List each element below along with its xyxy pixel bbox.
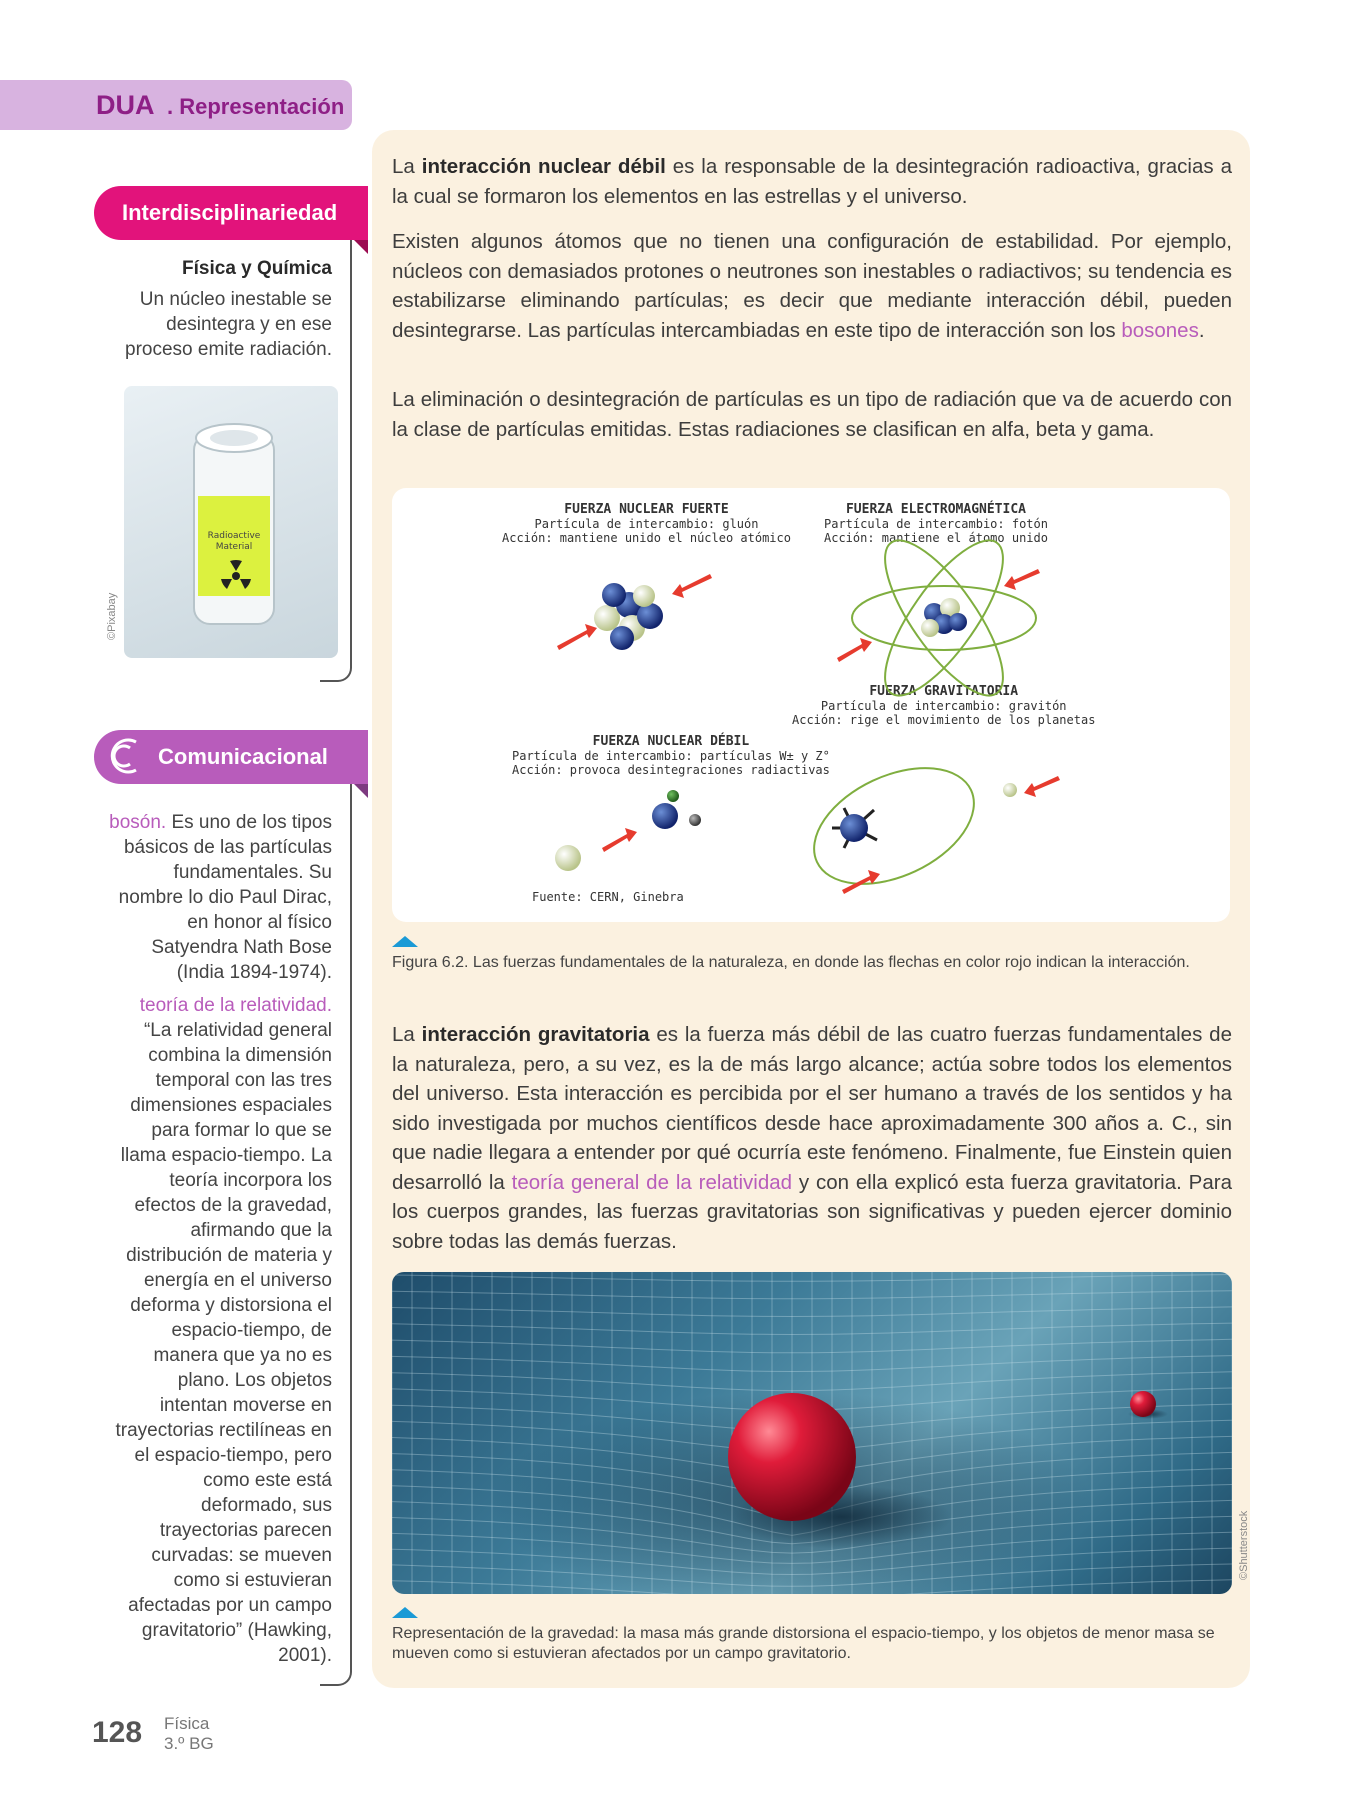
unstable-nucleus-note: Un núcleo inestable se desintegra y en ese proceso emite radiación. [125, 289, 332, 360]
strong-nucleus-icon [594, 583, 663, 650]
caption-marker-icon [392, 1607, 418, 1618]
arrow-icon [672, 574, 712, 598]
radioactive-vial-photo [124, 386, 338, 658]
dua-label: . Representación [167, 94, 345, 119]
term-weak-interaction: interacción nuclear débil [421, 155, 666, 178]
gravity-caption: Representación de la gravedad: la masa más grande distorsiona el espacio-tiempo, y los objetos de menor masa se mueven como si estuvieran afectados por un campo gravitatorio. [392, 1625, 1215, 1662]
large-mass-sphere [728, 1393, 856, 1521]
gravity-spacetime-image [392, 1272, 1232, 1594]
weak-force-label: FUERZA NUCLEAR DÉBIL Partícula de intercambio: partículas W± y Z° Acción: provoca desintegraciones radiactivas [512, 734, 830, 777]
vial-label-line-2: Material [215, 542, 253, 552]
subject-title: Física y Química [182, 258, 332, 279]
forces-illustration [392, 488, 1230, 922]
paragraph-gravitational-interaction: La interacción gravitatoria es la fuerza más débil de las cuatro fuerzas fundamentales de la naturaleza, pero, a su vez, es la de más largo alcance; actúa sobre todos los elementos del universo. Esta interacción es percibida por el ser humano a través de los sentidos y ha sido investigada por muchos científicos desde hace aproximadamente 300 años a. C., sin que nadie llegara a entender por qué ocurría este fenómeno. Finalmente, fue Einstein quien desarrolló la teoría general de la relatividad y con ella explicó esta fuerza gravitatoria. Para los cuerpos grandes, las fuerzas gravitatorias son significativas y pueden ejercer dominio sobre todas las demás fuerzas. [392, 1023, 1232, 1253]
gravitational-force-label: FUERZA GRAVITATORIA Partícula de intercambio: gravitón Acción: rige el movimiento de los planetas [792, 684, 1096, 727]
paragraph-unstable-atoms: Existen algunos átomos que no tienen una configuración de estabilidad. Por ejemplo, núcleos con demasiados protones o neutrones son inestables o radiactivos; su tendencia es estabilizarse eliminando partículas; es decir que mediante interacción débil, pueden desintegrarse. Las partículas intercambiadas en este tipo de interacción son los bosones. [392, 230, 1232, 342]
term-gravitational-interaction: interacción gravitatoria [421, 1023, 650, 1046]
link-general-relativity[interactable]: teoría general de la relatividad [511, 1170, 793, 1194]
vial-label-line-1: Radioactive [207, 531, 261, 541]
heading-fold [354, 240, 368, 254]
caption-marker-icon [392, 936, 418, 947]
gravity-photo-credit: ©Shutterstock [1238, 1510, 1250, 1580]
communication-heading: Comunicacional [94, 730, 368, 784]
paragraph-weak-interaction: La interacción nuclear débil es la responsable de la desintegración radioactiva, gracias a la cual se formaron los elementos en las estrellas y el universo. [392, 155, 1232, 208]
spacetime-grid [392, 1272, 1232, 1594]
arrow-icon [837, 638, 872, 662]
vial-photo-credit: ©Pixabay [106, 592, 118, 640]
interdisciplinary-heading: Interdisciplinariedad [94, 186, 368, 240]
small-mass-sphere [1130, 1391, 1156, 1417]
arrow-icon [557, 624, 597, 650]
relativity-definition: teoría de la relatividad. “La relatividad general combina la dimensión temporal con las tres dimensiones espaciales para formar lo que se llama espacio-tiempo. La teoría incorpora los efectos de la gravedad, afirmando que la distribución de materia y energía en el universo deforma y distorsiona el espacio-tiempo, de manera que ya no es plano. Los objetos intentan moverse en trayectorias rectilíneas en el espacio-tiempo, pero como este está deformado, sus trayectorias parecen curvadas: se mueven como si estuvieran afectadas por un campo gravitatorio” (Hawking, 2001). [115, 995, 332, 1666]
electromagnetic-force-label: FUERZA ELECTROMAGNÉTICA Partícula de intercambio: fotón Acción: mantiene el átomo unido [824, 502, 1048, 545]
term-boson: bosón. [109, 812, 167, 833]
link-bosones[interactable]: bosones [1121, 318, 1199, 342]
arrow-icon [1004, 569, 1040, 590]
atom-nucleus-icon [921, 598, 967, 637]
heading-fold [354, 784, 368, 798]
paragraph-radiation: La eliminación o desintegración de partículas es un tipo de radiación que va de acuerdo con la clase de partículas emitidas. Estas radiaciones se clasifican en alfa, beta y gama. [392, 388, 1232, 441]
dua-brand: DUA [96, 90, 155, 120]
arrow-icon [602, 828, 637, 852]
footer-grade: 3.º BG [164, 1734, 214, 1753]
fundamental-forces-figure [392, 488, 1230, 922]
term-relativity: teoría de la relatividad. [139, 995, 332, 1016]
arrow-icon [1024, 776, 1060, 797]
planet-orbit-icon [796, 745, 992, 907]
dua-tab [0, 80, 352, 130]
strong-force-label: FUERZA NUCLEAR FUERTE Partícula de intercambio: gluón Acción: mantiene unido el núcleo atómico [502, 502, 791, 545]
footer-subject: Física [164, 1714, 210, 1733]
figure-source: Fuente: CERN, Ginebra [532, 890, 684, 904]
boson-definition: bosón. Es uno de los tipos básicos de las partículas fundamentales. Su nombre lo dio Paul Dirac, en honor al físico Satyendra Nath Bose (India 1894-1974). [109, 812, 332, 983]
page-number: 128 [92, 1716, 143, 1749]
figure-caption: Figura 6.2. Las fuerzas fundamentales de la naturaleza, en donde las flechas en color rojo indican la interacción. [392, 954, 1190, 971]
planet-icon [832, 783, 1017, 848]
speech-bubble-icon [100, 730, 150, 784]
